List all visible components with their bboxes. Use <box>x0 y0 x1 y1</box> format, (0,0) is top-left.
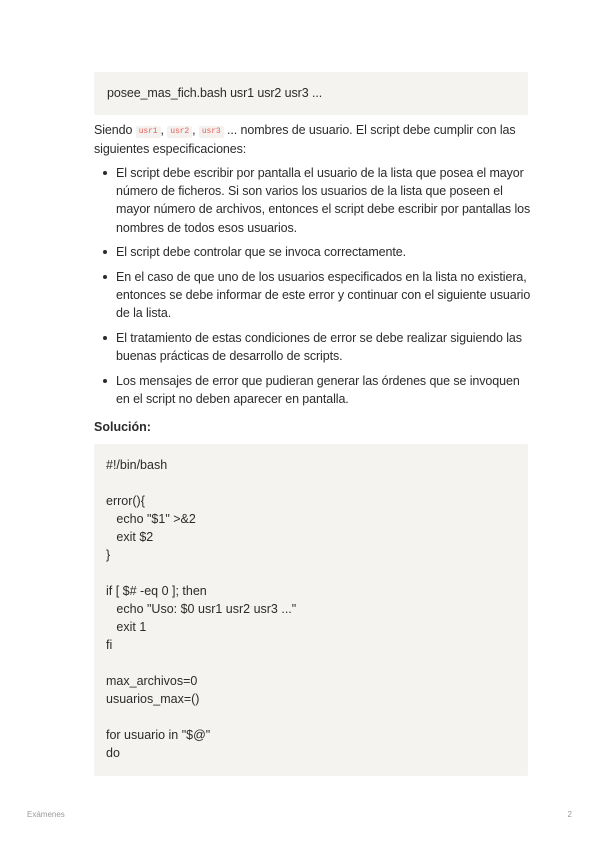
code-line: echo "Uso: $0 usr1 usr2 usr3 ..." <box>106 602 297 616</box>
solution-code-block <box>94 444 528 776</box>
code-line: max_archivos=0 <box>106 674 198 688</box>
intro-prefix: Siendo <box>94 123 136 137</box>
intro-separator-2: , <box>192 123 199 137</box>
code-line: error(){ <box>106 494 145 508</box>
intro-paragraph <box>94 121 534 158</box>
arg-usr1: usr1 <box>136 126 161 138</box>
code-line: do <box>106 746 120 760</box>
code-line: } <box>106 548 111 562</box>
solution-heading: Solución: <box>94 420 151 434</box>
code-content <box>106 456 296 762</box>
command-text: posee_mas_fich.bash usr1 usr2 usr3 ... <box>107 86 323 100</box>
command-code-block <box>94 72 528 115</box>
list-item: Los mensajes de error que pudieran generar las órdenes que se invoquen en el script no deben aparecer en pantalla. <box>94 372 534 408</box>
specifications-list <box>94 164 534 415</box>
footer-section-label: Exámenes <box>27 810 65 819</box>
code-line: #!/bin/bash <box>106 458 168 472</box>
arg-usr3: usr3 <box>199 126 224 138</box>
code-line: for usuario in "$@" <box>106 728 211 742</box>
code-line: fi <box>106 638 113 652</box>
code-line: usuarios_max=() <box>106 692 200 706</box>
page-number: 2 <box>567 810 572 819</box>
code-line: if [ $# -eq 0 ]; then <box>106 584 207 598</box>
list-item: El script debe controlar que se invoca correctamente. <box>94 243 534 261</box>
intro-suffix: ... nombres de usuario. El script debe cumplir con las siguientes especificaciones: <box>94 123 516 156</box>
code-line: exit $2 <box>106 530 154 544</box>
list-item: En el caso de que uno de los usuarios especificados en la lista no existiera, entonces se debe informar de este error y continuar con el siguiente usuario de la lista. <box>94 268 534 323</box>
intro-separator-1: , <box>160 123 168 137</box>
arg-usr2: usr2 <box>167 126 192 138</box>
code-line: echo "$1" >&2 <box>106 512 196 526</box>
list-item: El tratamiento de estas condiciones de error se debe realizar siguiendo las buenas prácticas de desarrollo de scripts. <box>94 329 534 365</box>
list-item: El script debe escribir por pantalla el usuario de la lista que posea el mayor número de ficheros. Si son varios los usuarios de la lista que poseen el mayor número de archivos, entonces el script debe escribir por pantallas los nombres de todos esos usuarios. <box>94 164 534 237</box>
code-line: exit 1 <box>106 620 147 634</box>
